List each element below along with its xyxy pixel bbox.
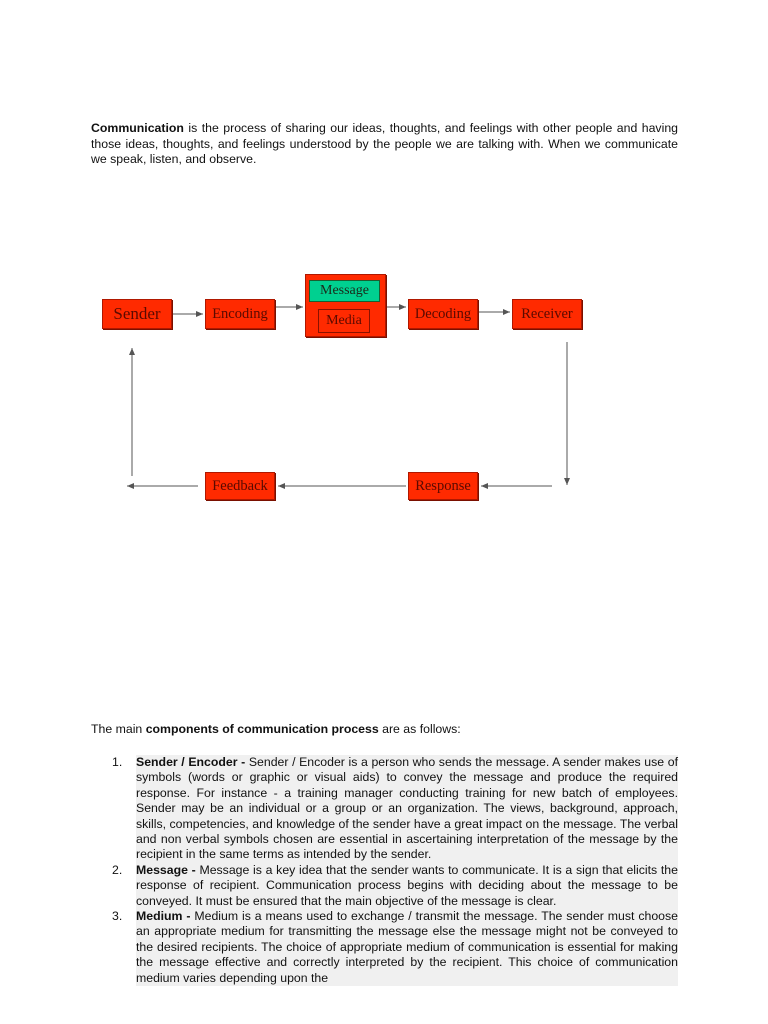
list-item-title: Medium -: [136, 909, 191, 924]
list-item-title: Message -: [136, 862, 196, 877]
intro-paragraph: [91, 121, 678, 168]
intro-text: is the process of sharing our ideas, thoughts, and feelings with other people and having those ideas, thoughts, and feelings understood by the people we are talking with. When we communicate we speak, listen, and observe.: [91, 121, 678, 166]
list-number: 2.: [112, 862, 123, 877]
feedback-label: Feedback: [212, 477, 268, 494]
response-box: [408, 472, 478, 500]
message-label: Message: [320, 283, 369, 298]
list-item: [91, 863, 678, 909]
decoding-label: Decoding: [414, 305, 472, 322]
media-label: Media: [326, 313, 362, 328]
lead-prefix: The main: [91, 722, 143, 736]
list-item: [91, 909, 678, 986]
list-item-text: Medium is a means used to exchange / transmit the message. The sender must choose an appropriate medium for transmitting the message else the message might not be conveyed to the desired recipients. The choice of appropriate medium of communication is essential for making the message effective and correctly interpreted by the recipient. This choice of communication medium varies depending upon the: [136, 909, 678, 985]
intro-term: Communication: [91, 121, 184, 135]
message-box: [309, 280, 380, 302]
components-intro: [91, 722, 461, 736]
lead-bold: components of communication process: [145, 722, 379, 736]
media-box: [318, 309, 370, 333]
response-label: Response: [415, 477, 471, 494]
components-list: [91, 755, 678, 986]
receiver-box: [512, 299, 582, 329]
encoding-label: Encoding: [212, 305, 268, 322]
list-number: 1.: [112, 755, 123, 769]
lead-suffix: are as follows:: [382, 722, 461, 736]
feedback-box: [205, 472, 275, 500]
sender-box: [102, 299, 172, 329]
sender-label: Sender: [113, 304, 161, 323]
list-item: [91, 755, 678, 863]
decoding-box: [408, 299, 478, 329]
encoding-box: [205, 299, 275, 329]
list-item-text: Sender / Encoder is a person who sends the message. A sender makes use of symbols (words or graphic or visual aids) to convey the message and produce the required response. For instance - a training manager conducting training for new batch of employees. Sender may be an individual or a group or an organization. The views, background, approach, skills, competencies, and knowledge of the sender have a great impact on the message. The verbal and non verbal symbols chosen are essential in ascertaining interpretation of the message by the recipient in the same terms as intended by the sender.: [136, 755, 678, 862]
list-item-text: Message is a key idea that the sender wants to communicate. It is a sign that elicits the response of recipient. Communication process begins with deciding about the message to be conveyed. It must be ensured that the main objective of the message is clear.: [136, 862, 678, 908]
list-number: 3.: [112, 909, 123, 924]
receiver-label: Receiver: [521, 305, 573, 322]
list-item-title: Sender / Encoder -: [136, 755, 246, 769]
